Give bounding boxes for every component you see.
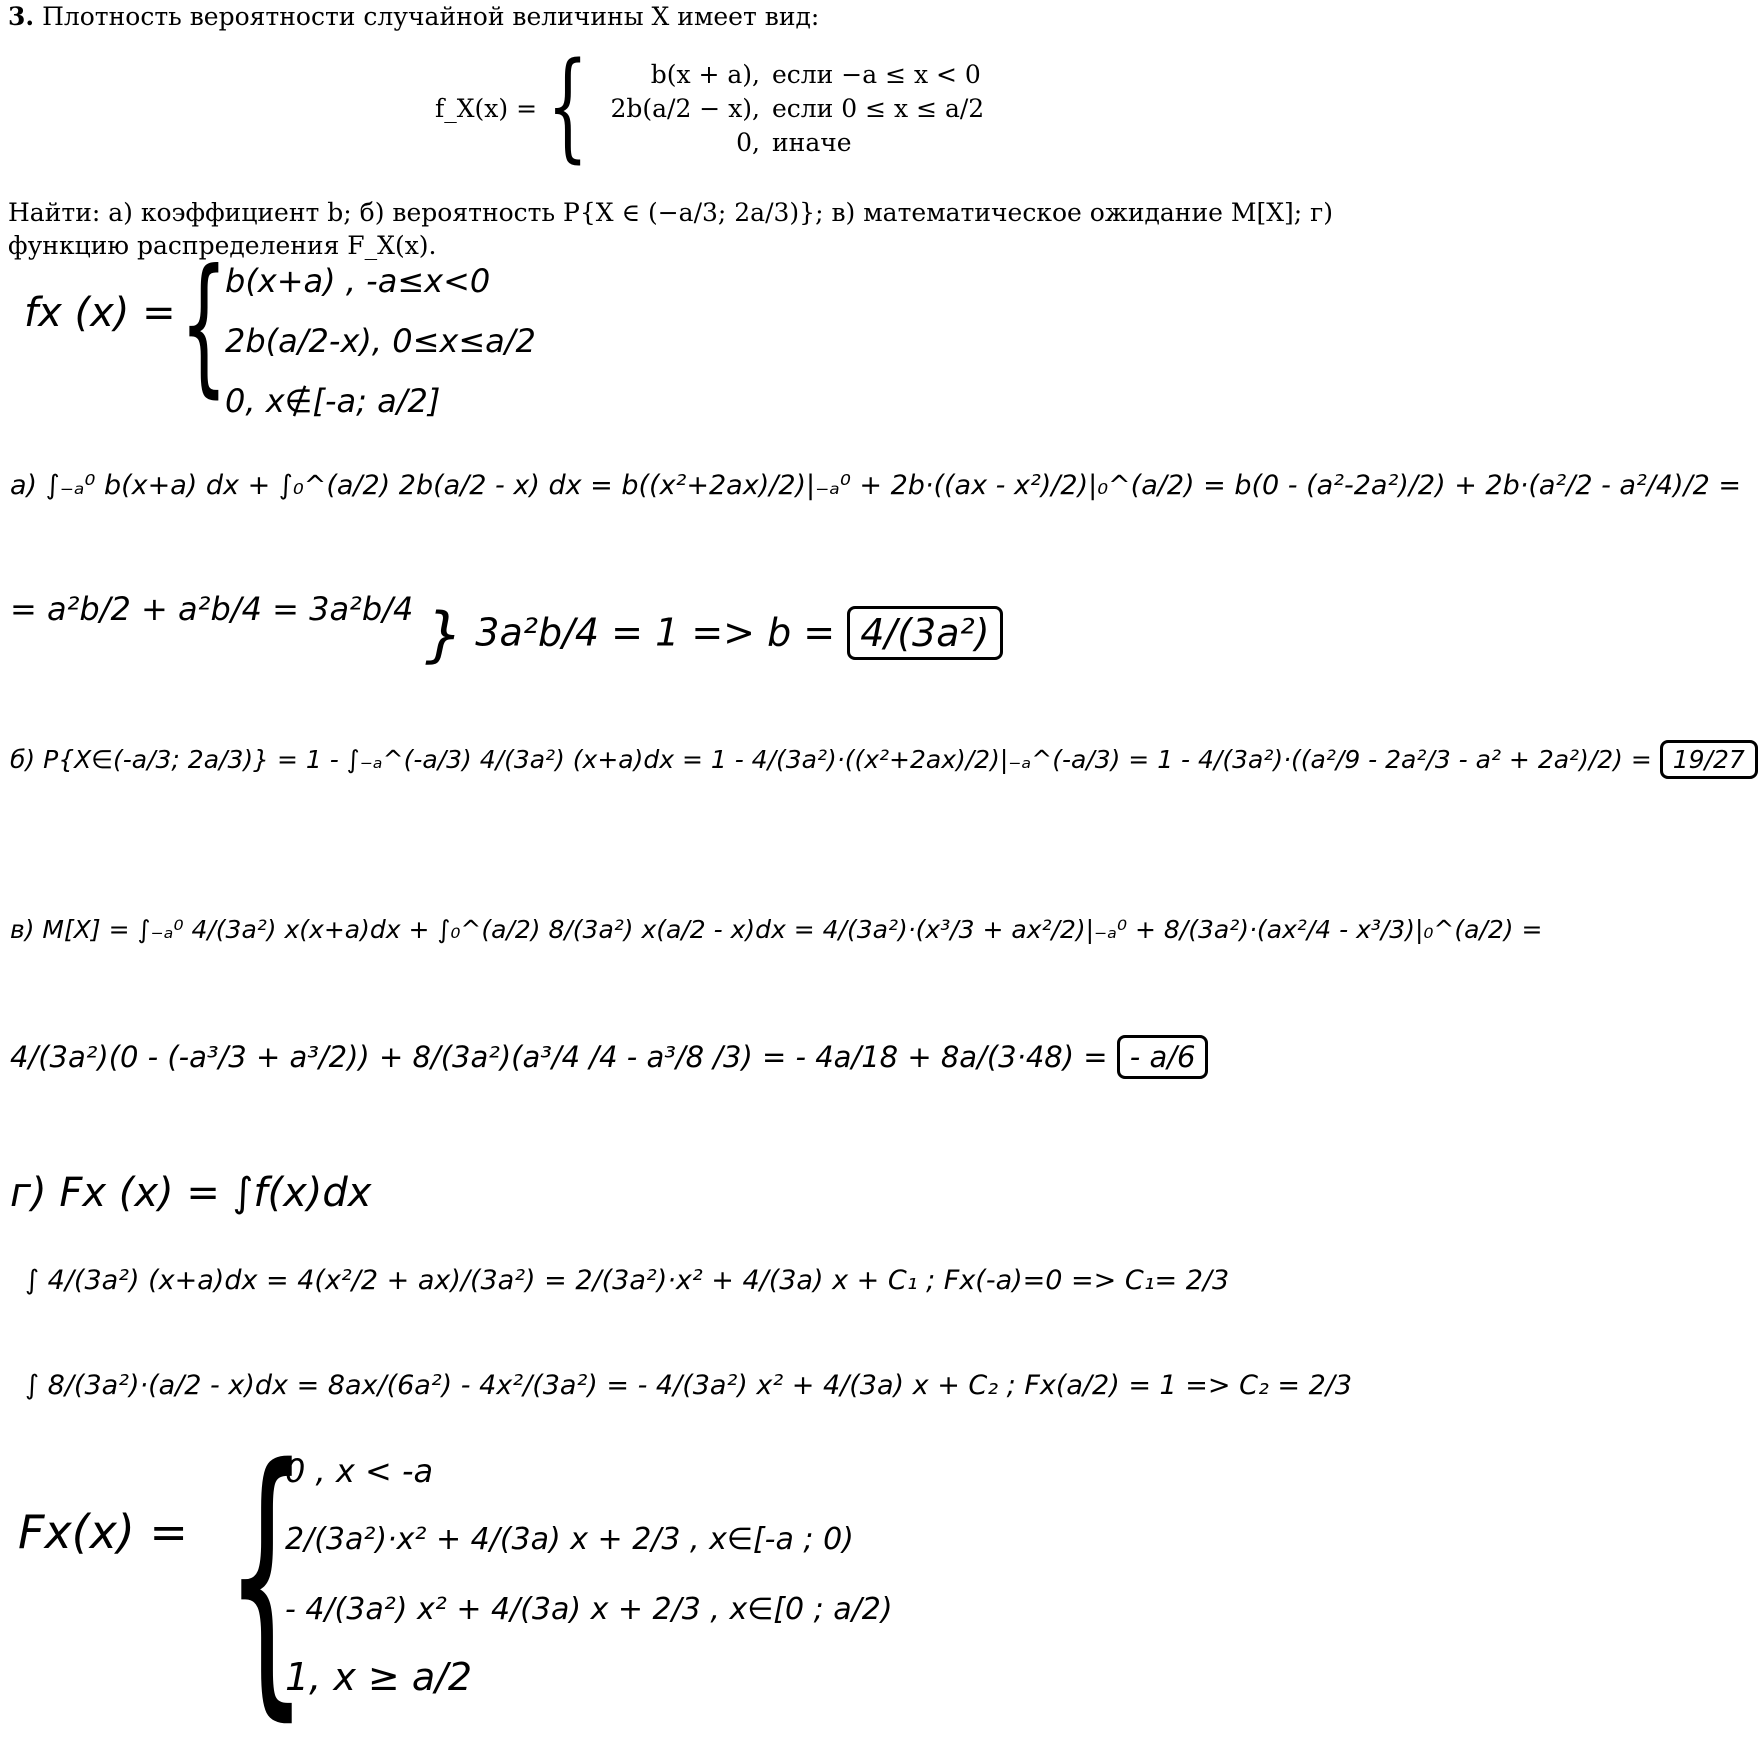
squiggle-brace: } (425, 600, 464, 670)
part-d-line-2: ∫ 4/(3a²) (x+a)dx = 4(x²/2 + ax)/(3a²) = 2/(3a²)·x² + 4/(3a) x + C₁ ; Fx(-a)=0 => C₁= 2/3 (25, 1265, 1230, 1296)
part-d-line-3: ∫ 8/(3a²)·(a/2 - x)dx = 8ax/(6a²) - 4x²/(3a²) = - 4/(3a²) x² + 4/(3a) x + C₂ ; Fx(a/2) = 1 => C₂ = 2/3 (25, 1370, 1353, 1401)
formula-brace: { (547, 36, 589, 174)
part-a-conclusion (425, 600, 1003, 670)
distribution-case-2: 2/(3a²)·x² + 4/(3a) x + 2/3 , x∈[-a ; 0) (285, 1522, 854, 1557)
answer-b: 4/(3a²) (847, 606, 1002, 660)
distribution-brace: { (225, 1408, 309, 1745)
case-expr: b(x + a), (650, 60, 760, 89)
density-case-2: 2b(a/2-x), 0≤x≤a/2 (225, 322, 536, 360)
problem-heading (8, 2, 819, 31)
part-b-line (10, 740, 1758, 779)
density-case-3: 0, x∉[-a; a/2] (225, 382, 441, 420)
density-lhs: fx (x) = (24, 290, 176, 336)
distribution-case-3: - 4/(3a²) x² + 4/(3a) x + 2/3 , x∈[0 ; a/2) (285, 1592, 893, 1627)
density-brace: { (180, 238, 228, 412)
distribution-case-4: 1, x ≥ a/2 (285, 1655, 473, 1699)
part-c-line-1: в) M[X] = ∫₋ₐ⁰ 4/(3a²) x(x+a)dx + ∫₀^(a/2) 8/(3a²) x(a/2 - x)dx = 4/(3a²)·(x³/3 + ax²/2)|₋ₐ⁰ + 8/(3a²)·(ax²/4 - x³/3)|₀^(a/2) = (10, 915, 1543, 944)
answer-probability: 19/27 (1660, 740, 1758, 779)
part-c-expression: 4/(3a²)(0 - (-a³/3 + a³/2)) + 8/(3a²)(a³/4 /4 - a³/8 /3) = - 4a/18 + 8a/(3·48) = (10, 1040, 1108, 1074)
case-cond: если 0 ≤ x ≤ a/2 (772, 94, 985, 123)
case-expr: 0, (736, 128, 760, 157)
answer-expectation: - a/6 (1117, 1035, 1209, 1079)
problem-number: 3. (8, 2, 35, 31)
part-c-line-2 (10, 1035, 1208, 1079)
part-a-equation: 3a²b/4 = 1 => b = (475, 610, 836, 655)
distribution-case-1: 0 , x < -a (285, 1452, 434, 1490)
case-expr: 2b(a/2 − x), (610, 94, 760, 123)
problem-statement: Плотность вероятности случайной величины X имеет вид: (42, 2, 820, 31)
part-d-line-1: г) Fx (x) = ∫f(x)dx (10, 1170, 372, 1216)
problem-tasks: Найти: а) коэффициент b; б) вероятность P{X ∈ (−a/3; 2a/3)}; в) математическое ожидание M[X]; г) функцию распределения F_X(x). (8, 198, 1333, 260)
formula-lhs: f_X(x) = (435, 94, 538, 123)
formula-case-1 (580, 60, 980, 89)
part-b-expression: б) P{X∈(-a/3; 2a/3)} = 1 - ∫₋ₐ^(-a/3) 4/(3a²) (x+a)dx = 1 - 4/(3a²)·((x²+2ax)/2)|₋ₐ^(-a/3) = 1 - 4/(3a²)·((a²/9 - 2a²/3 - a² + 2a²)/2) = (10, 745, 1652, 774)
distribution-lhs: Fx(x) = (18, 1505, 188, 1559)
formula-case-2 (580, 94, 985, 123)
density-formula (435, 36, 995, 174)
formula-case-3 (580, 128, 980, 157)
part-a-line-1: а) ∫₋ₐ⁰ b(x+a) dx + ∫₀^(a/2) 2b(a/2 - x) dx = b((x²+2ax)/2)|₋ₐ⁰ + 2b·((ax - x²)/2)|₀^(a/2) = b(0 - (a²-2a²)/2) + 2b·(a²/2 - a²/4)/2 = (10, 470, 1742, 501)
part-a-line-2: = a²b/2 + a²b/4 = 3a²b/4 (10, 590, 414, 628)
density-case-1: b(x+a) , -a≤x<0 (225, 262, 491, 300)
case-cond: иначе (772, 128, 852, 157)
case-cond: если −a ≤ x < 0 (772, 60, 981, 89)
